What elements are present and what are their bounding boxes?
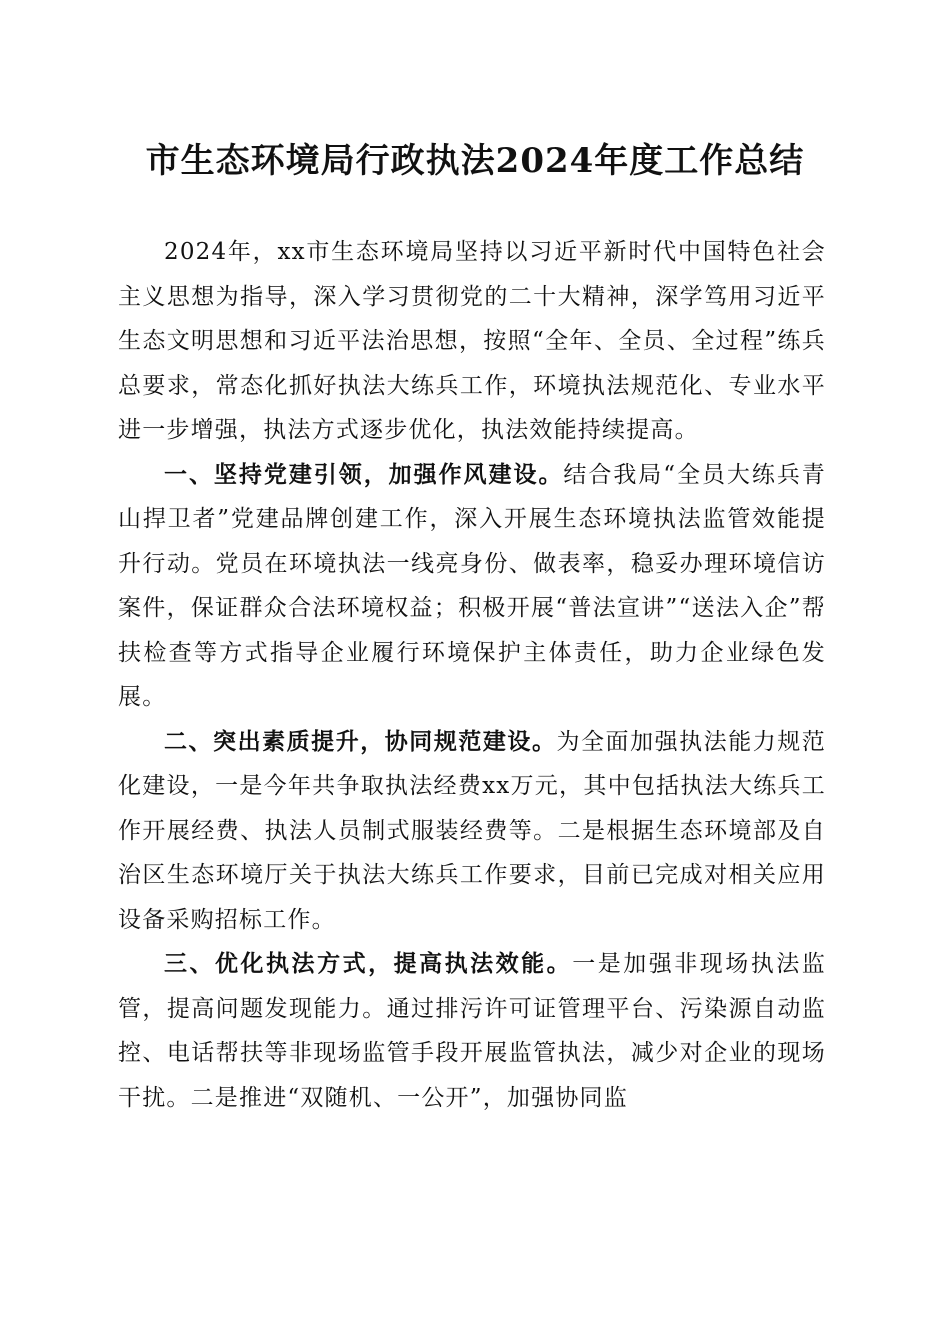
section-text-1: 结合我局“全员大练兵青山捍卫者”党建品牌创建工作，深入开展生态环境执法监管效能提升行动。党员在环境执法一线亮身份、做表率，稳妥办理环境信访案件，保证群众合法环境权益；积极开展“普法宣讲”“送法入企”帮扶检查等方式指导企业履行环境保护主体责任，助力企业绿色发展。 <box>118 461 826 710</box>
section-text-3: 一是加强非现场执法监管，提高问题发现能力。通过排污许可证管理平台、污染源自动监控、电话帮扶等非现场监管手段开展监管执法，减少对企业的现场干扰。二是推进“双随机、一公开”，加强协同监 <box>118 951 827 1111</box>
section-text-2: 为全面加强执法能力规范化建设，一是今年共争取执法经费xx万元，其中包括执法大练兵工作开展经费、执法人员制式服装经费等。二是根据生态环境部及自治区生态环境厅关于执法大练兵工作要求，目前已完成对相关应用设备采购招标工作。 <box>118 728 827 933</box>
section-paragraph-3 <box>118 942 826 1120</box>
section-heading-1: 一、坚持党建引领，加强作风建设。 <box>164 461 564 488</box>
section-heading-2: 二、突出素质提升，协同规范建设。 <box>164 728 557 755</box>
section-heading-3: 三、优化执法方式，提高执法效能。 <box>164 951 573 977</box>
intro-paragraph: 2024年，xx市生态环境局坚持以习近平新时代中国特色社会主义思想为指导，深入学习贯彻党的二十大精神，深学笃用习近平生态文明思想和习近平法治思想，按照“全年、全员、全过程”练兵总要求，常态化抓好执法大练兵工作，环境执法规范化、专业水平进一步增强，执法方式逐步优化，执法效能持续提高。 <box>118 239 826 443</box>
section-paragraph-1 <box>118 453 826 720</box>
document-body <box>118 230 826 1120</box>
section-paragraph-2 <box>118 720 826 943</box>
document-title: 市生态环境局行政执法2024年度工作总结 <box>145 141 805 181</box>
